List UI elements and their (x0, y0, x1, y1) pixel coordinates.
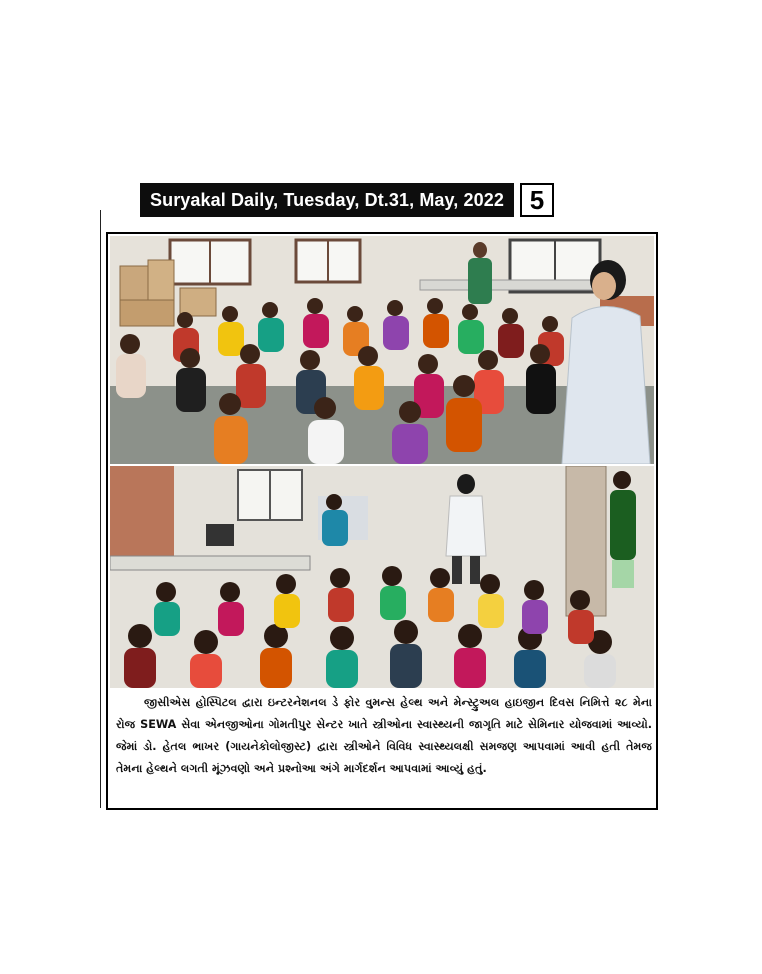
seminar-photo-2 (110, 466, 654, 688)
seminar-photo-1 (110, 236, 654, 464)
newspaper-dateline: Suryakal Daily, Tuesday, Dt.31, May, 2022 (140, 183, 514, 217)
page-margin-rule (100, 210, 101, 808)
page-number: 5 (520, 183, 554, 217)
newspaper-masthead (140, 183, 590, 217)
news-clipping (106, 232, 658, 810)
article-caption (116, 692, 652, 780)
caption-text: જીસીએસ હોસ્પિટલ દ્વારા ઇન્ટરનેશનલ ડે ફોર વુમન્સ હેલ્થ અને મેન્સ્ટ્રુઅલ હાઇજીન દિવસ નિમિત્તે ૨૮ મેના રોજ SEWA સેવા એનજીઓના ગોમતીપુર સેન્ટર ખાતે સ્ત્રીઓના સ્વાસ્થ્યની જાગૃતિ માટે સેમિનાર યોજવામાં આવ્યો. જેમાં ડો. હેતલ ભાખર (ગાયનેકોલોજીસ્ટ) દ્વારા સ્ત્રીઓને વિવિધ સ્વાસ્થ્યલક્ષી સમજણ આપવામાં આવી હતી તેમજ તેમના હેલ્થને લગતી મૂંઝવણો અને પ્રશ્નોઆ અંગે માર્ગદર્શન આપવામાં આવ્યું હતું. (116, 696, 652, 775)
